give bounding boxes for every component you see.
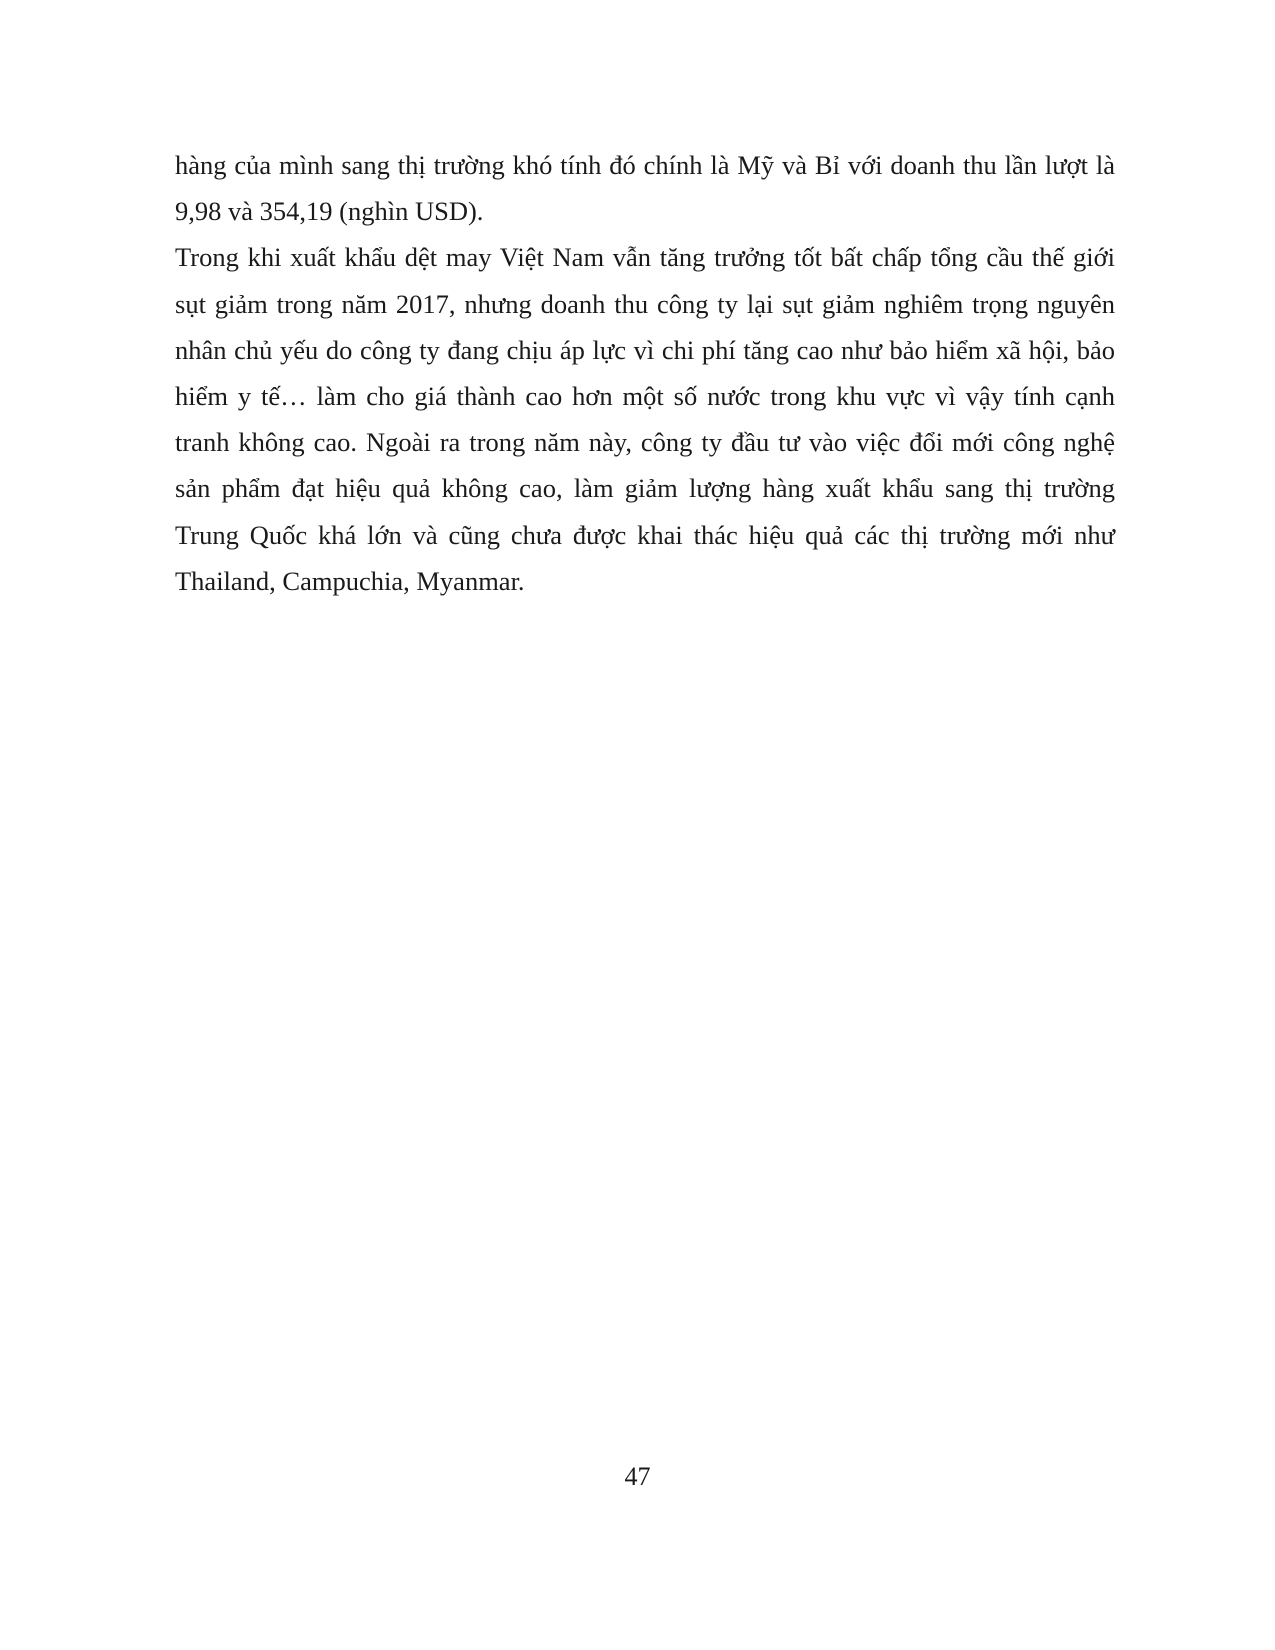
paragraph-main: Trong khi xuất khẩu dệt may Việt Nam vẫn tăng trưởng tốt bất chấp tổng cầu thế giới sụt giảm trong năm 2017, nhưng doanh thu công ty lại sụt giảm nghiêm trọng nguyên nhân chủ yếu do công ty đang chịu áp lực vì chi phí tăng cao như bảo hiểm xã hội, bảo hiểm y tế… làm cho giá thành cao hơn một số nước trong khu vực vì vậy tính cạnh tranh không cao. Ngoài ra trong năm này, công ty đầu tư vào việc đổi mới công nghệ sản phẩm đạt hiệu quả không cao, làm giảm lượng hàng xuất khẩu sang thị trường Trung Quốc khá lớn và cũng chưa được khai thác hiệu quả các thị trường mới như Thailand, Campuchia, Myanmar. [175, 242, 1115, 596]
paragraph-continuation: hàng của mình sang thị trường khó tính đó chính là Mỹ và Bỉ với doanh thu lần lượt là 9,98 và 354,19 (nghìn USD). [175, 150, 1115, 227]
body-text [175, 142, 1115, 604]
page-number: 47 [624, 1462, 651, 1491]
